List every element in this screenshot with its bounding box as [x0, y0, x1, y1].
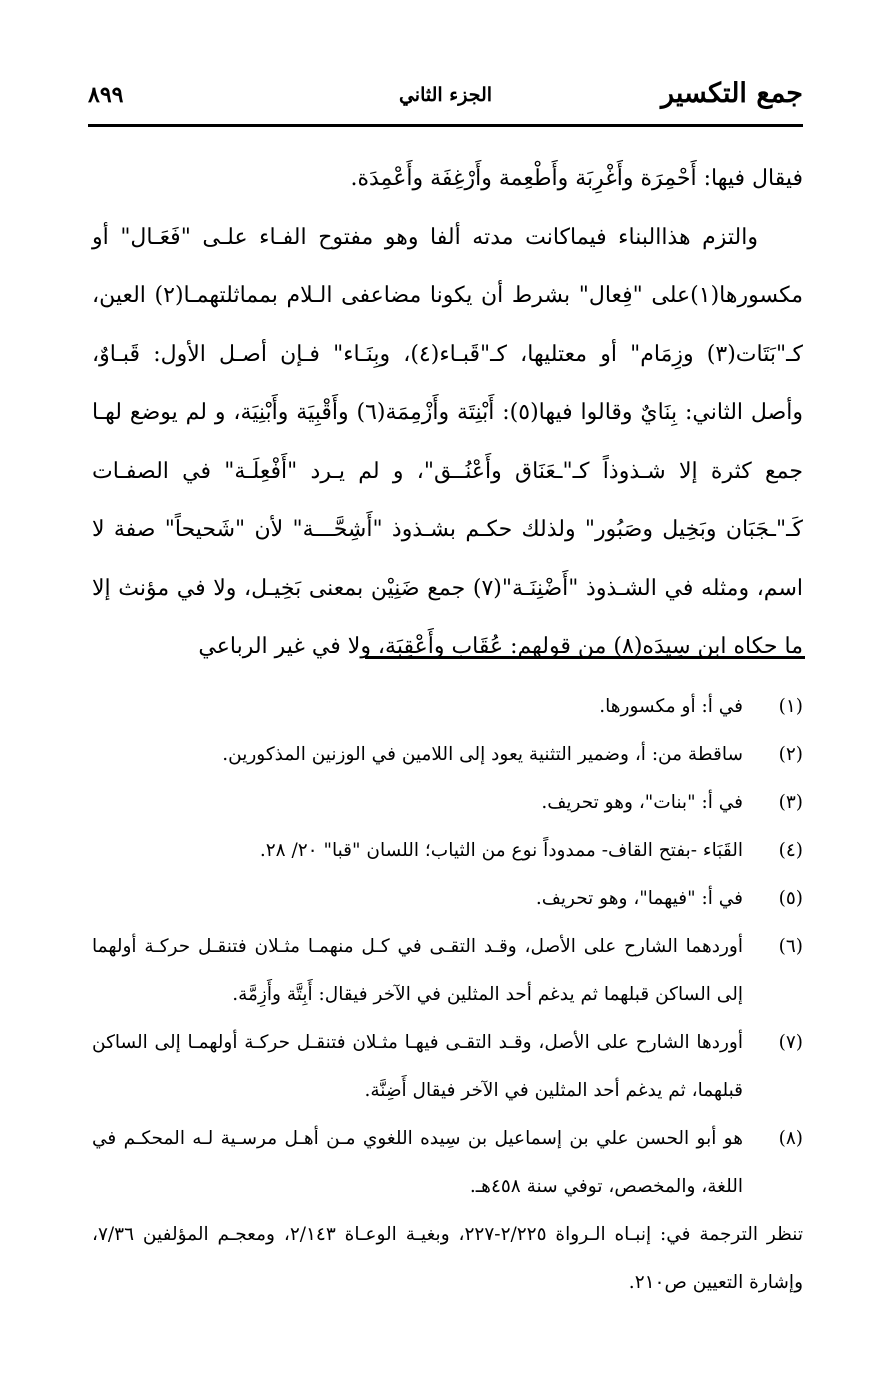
footnote-text: في أ: "فيهما"، وهو تحريف. — [535, 888, 743, 909]
paragraph: فيقال فيها: أَحْمِرَة وأَغْرِبَة وأَطْعِمة وأَرْغِفَة وأَعْمِدَة. — [350, 166, 803, 191]
footnote-text: في أ: "بنات"، وهو تحريف. — [541, 792, 743, 813]
page-number: ٨٩٩ — [88, 82, 124, 108]
footnote — [92, 1115, 803, 1211]
footnote — [92, 827, 803, 875]
footnote — [92, 779, 803, 827]
footnote-number: (٧) — [778, 1032, 803, 1053]
paragraph: والتزم هذاالبناء فيماكانت مدته ألفا وهو مفتوح الفـاء علـى "فَعَـال" أو مكسورها(١)على "فِعال" بشرط أن يكونا مضاعفى الـلام بمماثلتهمـا(٢) العين، كـ"بَتَات(٣) وزِمَام" أو معتليها، كـ"قَبـاء(٤)، وبِنَـاء" فـإن أصـل الأول: قَبـاوٌ، وأصل الثاني: بِنَايٌ وقالوا فيها(٥): أَبْنِتَة وأَزْمِمَة(٦) وأَقْبِيَة وأَبْنِيَة، و لم يوضع لهـا جمع كثرة إلا شـذوذاً كـ"ـعَنَاق وأَعْنُــق"، و لم يـرد "أَفْعِلَـة" في الصفـات كَـ"ـجَبَان وبَخِيل وصَبُور" ولذلك حكـم بشـذوذ "أَشِحَّـــة" لأن "شَحيحاً" صفة لا اسم، ومثله في الشـذوذ "أَضْنِنَـة"(٧) جمع ضَنِيْن بمعنى بَخِيـل، ولا في مؤنث إلا ما حكاه ابن سِيدَه(٨) من قولهم: عُقَاب وأَعْقِبَة، ولا في غير الرباعي — [92, 224, 803, 659]
footnote-number: (٣) — [778, 792, 803, 813]
footnote — [92, 923, 803, 1019]
footnote — [92, 683, 803, 731]
running-header — [88, 78, 803, 118]
footnote-number: (٥) — [778, 888, 803, 909]
footnote-number: (٤) — [778, 840, 803, 861]
footnotes — [92, 683, 803, 1307]
footnote-number: (٢) — [778, 744, 803, 765]
main-text — [92, 150, 803, 677]
footnote-number: (٦) — [778, 936, 803, 957]
footnote-separator — [365, 656, 805, 659]
footnote-text: هو أبو الحسن علي بن إسماعيل بن سِيده اللغوي مـن أهـل مرسـية لـه المحكـم في اللغة، والمخصص، توفي سنة ٤٥٨هـ. — [92, 1128, 743, 1197]
footnote-text: في أ: أو مكسورها. — [599, 696, 743, 717]
footnote-text: أوردها الشارح على الأصل، وقـد التقـى فيهـا مثـلان فتنقـل حركـة أولهمـا إلى الساكن قبلهما، ثم يدغم أحد المثلين في الآخر فيقال أَضِنَّة. — [92, 1032, 743, 1101]
volume-label: الجزء الثاني — [398, 84, 493, 106]
footnote-text: ساقطة من: أ، وضمير التثنية يعود إلى اللامين في الوزنين المذكورين. — [222, 744, 743, 765]
source-note: تنظر الترجمة في: إنبـاه الـرواة ٢/٢٢٥-٢٢٧، وبغيـة الوعـاة ٢/١٤٣، ومعجـم المؤلفين ٧/٣٦، وإشارة التعيين ص٢١٠. — [92, 1224, 804, 1293]
footnote-text: أوردهما الشارح على الأصل، وقـد التقـى في كـل منهمـا مثـلان فتنقـل حركـة أولهما إلى الساكن قبلهما ثم يدغم أحد المثلين في الآخر فيقال: أَبِتَّة وأَزِمَّة. — [92, 936, 743, 1005]
footnote-number: (١) — [778, 696, 803, 717]
footnote — [92, 1019, 803, 1115]
header-rule — [88, 124, 803, 127]
footnote-number: (٨) — [778, 1128, 803, 1149]
footnote — [92, 875, 803, 923]
chapter-title: جمع التكسير — [661, 78, 803, 109]
footnote-text: القَبَاء -بفتح القاف- ممدوداً نوع من الثياب؛ اللسان "قبا" ٢٠/ ٢٨. — [259, 840, 743, 861]
footnote — [92, 731, 803, 779]
